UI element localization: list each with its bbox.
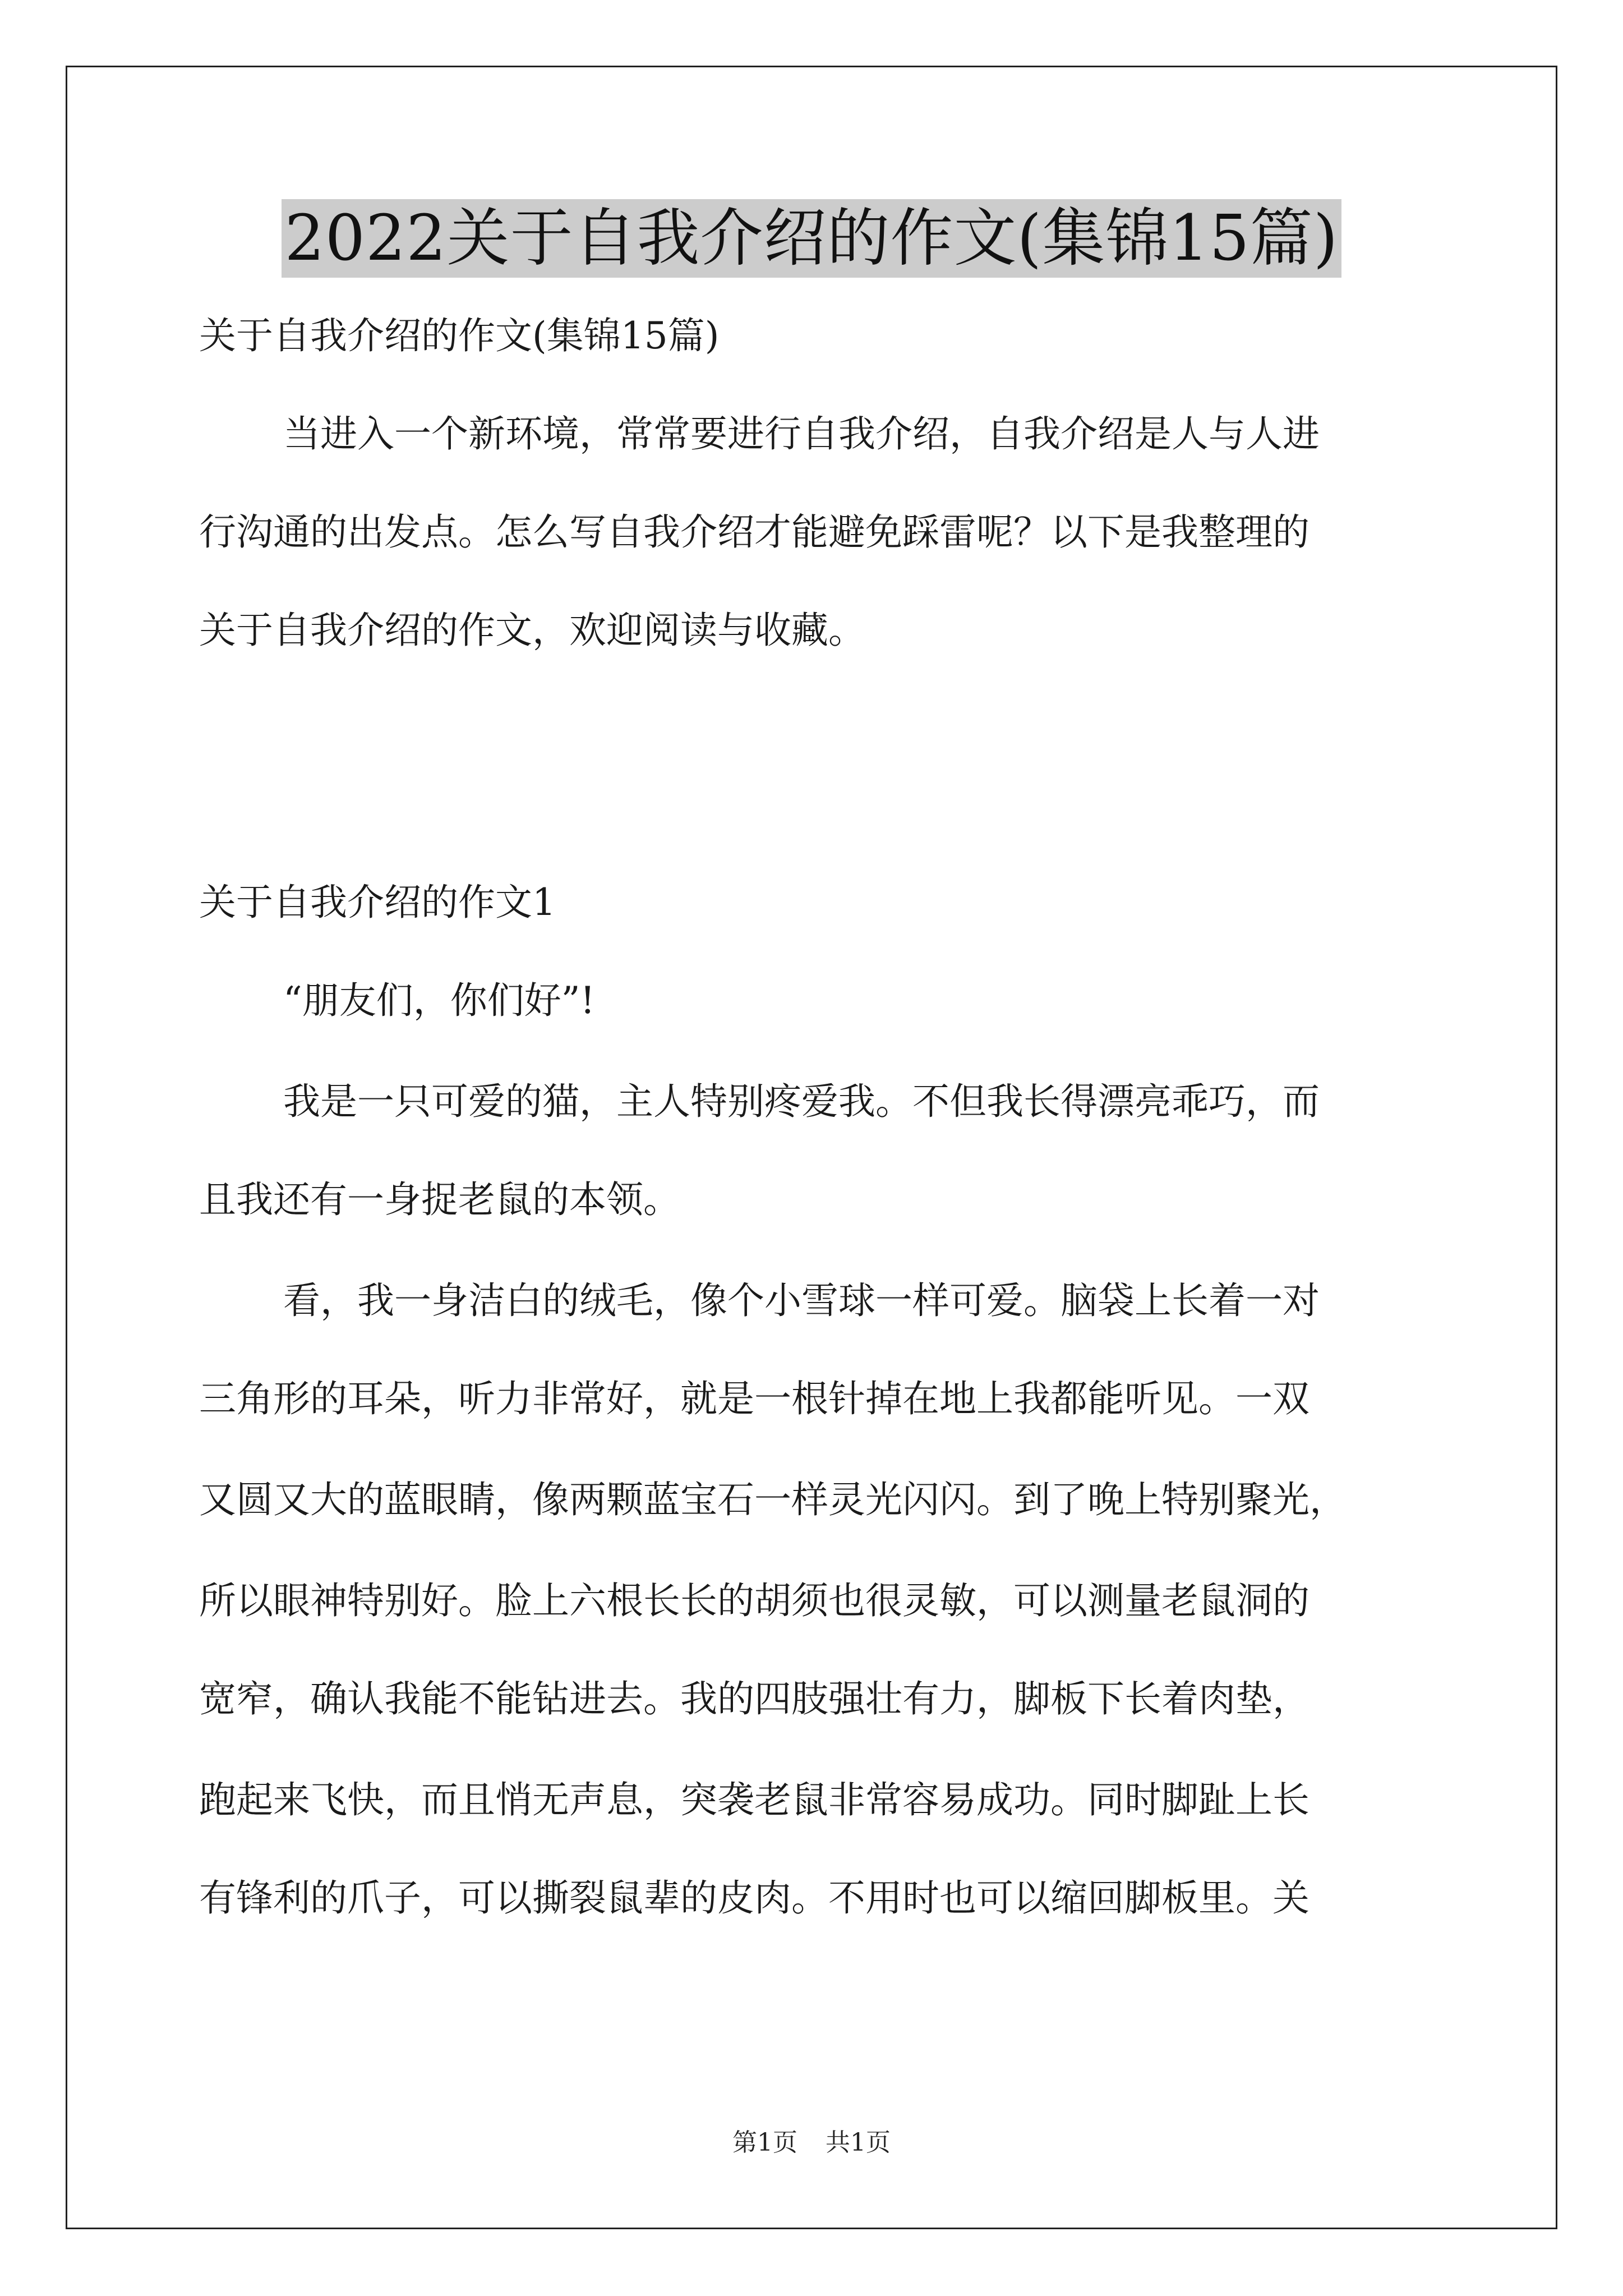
subtitle: 关于自我介绍的作文(集锦15篇) xyxy=(199,314,720,357)
title-wrap xyxy=(0,199,1623,278)
greeting-line: “朋友们，你们好”! xyxy=(283,979,596,1022)
para1-line-1: 我是一只可爱的猫，主人特别疼爱我。不但我长得漂亮乖巧，而 xyxy=(283,1080,1320,1123)
page-number-total: 共1页 xyxy=(826,2128,891,2157)
para2-line-3: 又圆又大的蓝眼睛，像两颗蓝宝石一样灵光闪闪。到了晚上特别聚光， xyxy=(199,1478,1347,1521)
para2-line-6: 跑起来飞快，而且悄无声息，突袭老鼠非常容易成功。同时脚趾上长 xyxy=(199,1778,1310,1821)
section-heading: 关于自我介绍的作文1 xyxy=(199,881,556,924)
para2-line-2: 三角形的耳朵，听力非常好，就是一根针掉在地上我都能听见。一双 xyxy=(199,1377,1310,1420)
page-footer xyxy=(0,2126,1623,2160)
page-number-current: 第1页 xyxy=(732,2128,797,2157)
document-title: 2022关于自我介绍的作文(集锦15篇) xyxy=(282,199,1342,278)
intro-line-2: 行沟通的出发点。怎么写自我介绍才能避免踩雷呢？以下是我整理的 xyxy=(199,510,1310,554)
para2-line-5: 宽窄，确认我能不能钻进去。我的四肢强壮有力，脚板下长着肉垫， xyxy=(199,1677,1310,1720)
intro-line-1: 当进入一个新环境，常常要进行自我介绍，自我介绍是人与人进 xyxy=(283,412,1320,455)
para2-line-4: 所以眼神特别好。脸上六根长长的胡须也很灵敏，可以测量老鼠洞的 xyxy=(199,1579,1310,1622)
para2-line-7: 有锋利的爪子，可以撕裂鼠辈的皮肉。不用时也可以缩回脚板里。关 xyxy=(199,1876,1310,1920)
para2-line-1: 看，我一身洁白的绒毛，像个小雪球一样可爱。脑袋上长着一对 xyxy=(283,1279,1320,1322)
para1-line-2: 且我还有一身捉老鼠的本领。 xyxy=(199,1178,680,1221)
intro-line-3: 关于自我介绍的作文，欢迎阅读与收藏。 xyxy=(199,609,865,652)
